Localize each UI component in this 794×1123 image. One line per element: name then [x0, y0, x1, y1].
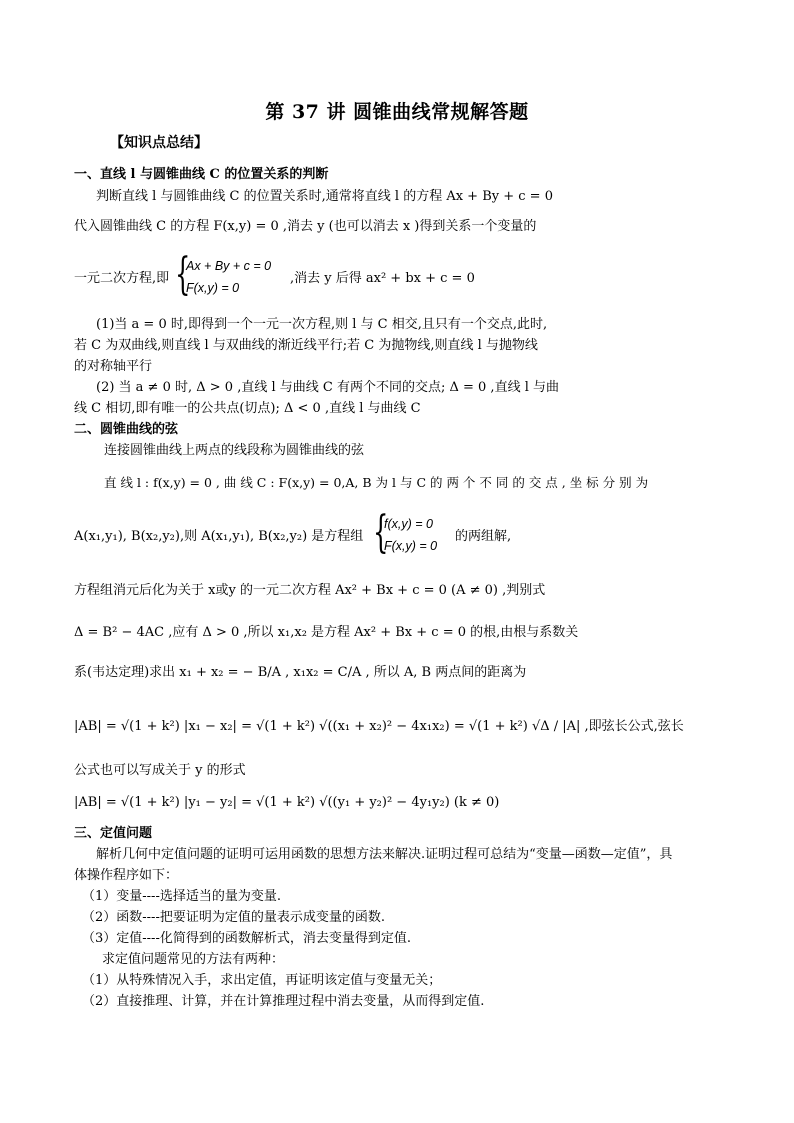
left-brace-icon-2: {: [373, 507, 389, 558]
list-item: （2）函数----把要证明为定值的量表示成变量的函数.: [82, 910, 385, 925]
system2-eq2: F(x,y) = 0: [384, 539, 438, 553]
section1-p4: (1)当 a = 0 时,即得到一个一元一次方程,则 l 与 C 相交,且只有一个交点,此时,: [96, 317, 548, 332]
equation-system-1: [186, 255, 271, 299]
section2-p1: 连接圆锥曲线上两点的线段称为圆锥曲线的弦: [104, 443, 365, 458]
list-item: （1）变量----选择适当的量为变量.: [82, 889, 281, 904]
section2-p3-text: A(x₁,y₁), B(x₂,y₂),则 A(x₁,y₁), B(x₂,y₂) 是方程组: [74, 529, 364, 544]
list-item: （2）直接推理、计算，并在计算推理过程中消去变量，从而得到定值.: [82, 994, 485, 1009]
section1-p5: 若 C 为双曲线,则直线 l 与双曲线的渐近线平行;若 C 为抛物线,则直线 l 与抛物线: [74, 338, 538, 353]
section2-p3-tail: 的两组解,: [455, 529, 512, 544]
knowledge-header: 【知识点总结】: [110, 135, 208, 151]
equation-system-2: [384, 513, 437, 557]
list-item: （1）从特殊情况入手，求出定值，再证明该定值与变量无关；: [82, 973, 442, 988]
section2-p5: Δ = B² − 4AC ,应有 Δ > 0 ,所以 x₁,x₂ 是方程 Ax² + Bx + c = 0 的根,由根与系数关: [74, 625, 579, 640]
left-brace-icon: {: [175, 249, 191, 300]
section2-p4: 方程组消元后化为关于 x或y 的一元二次方程 Ax² + Bx + c = 0 (A ≠ 0) ,判别式: [74, 583, 546, 598]
chord-length-formula-y: |AB| = √(1 + k²) |y₁ − y₂| = √(1 + k²) √((y₁ + y₂)² − 4y₁y₂) (k ≠ 0): [74, 795, 500, 810]
list-item: （3）定值----化简得到的函数解析式，消去变量得到定值.: [82, 931, 411, 946]
section3-p2: 体操作程序如下：: [74, 868, 179, 883]
section2-p2: 直 线 l : f(x,y) = 0 , 曲 线 C : F(x,y) = 0,A, B 为 l 与 C 的 两 个 不 同 的 交 点 , 坐 标 分 别 为: [104, 475, 649, 490]
section1-p7: (2) 当 a ≠ 0 时, Δ > 0 ,直线 l 与曲线 C 有两个不同的交点; Δ = 0 ,直线 l 与曲: [96, 380, 559, 395]
section2-heading: 二、圆锥曲线的弦: [74, 422, 179, 437]
system2-eq1: f(x,y) = 0: [384, 517, 433, 531]
section1-p2: 代入圆锥曲线 C 的方程 F(x,y) = 0 ,消去 y (也可以消去 x )得到关系一个变量的: [74, 219, 537, 234]
section1-p1: 判断直线 l 与圆锥曲线 C 的位置关系时,通常将直线 l 的方程 Ax + By + c = 0: [96, 189, 553, 204]
system1-eq1: Ax + By + c = 0: [186, 259, 272, 273]
section3-p1: 解析几何中定值问题的证明可运用函数的思想方法来解决.证明过程可总结为“变量—函数—定值”，具: [96, 847, 673, 862]
section1-p3-tail: ,消去 y 后得 ax² + bx + c = 0: [290, 271, 475, 286]
section2-p8: 公式也可以写成关于 y 的形式: [74, 763, 246, 778]
section1-p6: 的对称轴平行: [74, 359, 153, 374]
section3-p3: 求定值问题常见的方法有两种：: [102, 952, 285, 967]
section3-heading: 三、定值问题: [74, 826, 153, 841]
section2-p6: 系(韦达定理)求出 x₁ + x₂ = − B/A , x₁x₂ = C/A , 所以 A, B 两点间的距离为: [74, 665, 527, 680]
section1-p3-text: 一元二次方程,即: [74, 271, 170, 286]
section1-p8: 线 C 相切,即有唯一的公共点(切点); Δ < 0 ,直线 l 与曲线 C: [74, 401, 421, 416]
chord-length-formula-x: |AB| = √(1 + k²) |x₁ − x₂| = √(1 + k²) √((x₁ + x₂)² − 4x₁x₂) = √(1 + k²) √Δ / |A| ,即弦长公式,弦长: [74, 719, 684, 734]
page-title: 第 37 讲 圆锥曲线常规解答题: [265, 101, 529, 123]
section1-heading: 一、直线 l 与圆锥曲线 C 的位置关系的判断: [74, 167, 329, 182]
system1-eq2: F(x,y) = 0: [186, 281, 240, 295]
